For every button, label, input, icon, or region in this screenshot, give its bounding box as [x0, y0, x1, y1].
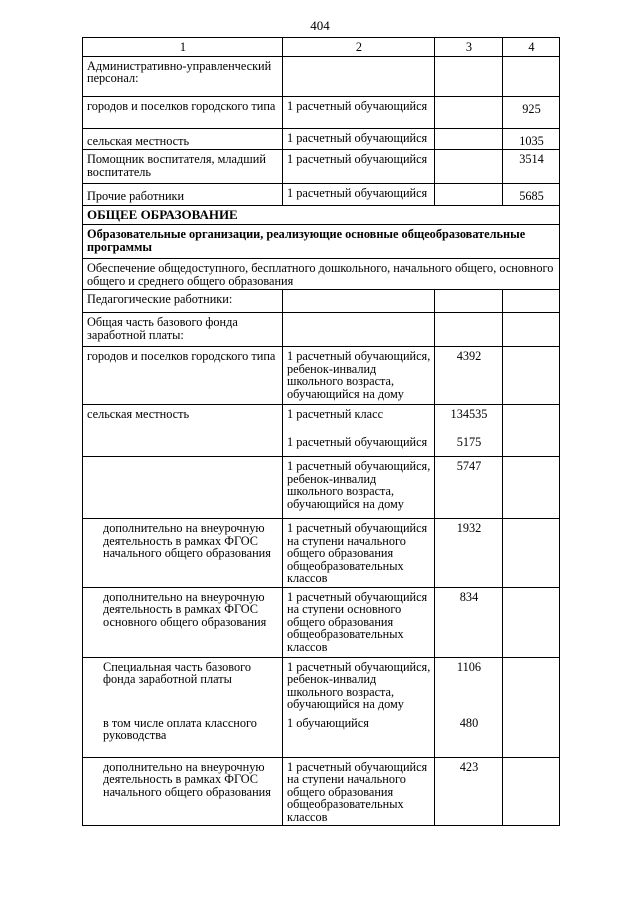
row-value-4 [503, 657, 560, 757]
section-subheading-row [83, 225, 560, 259]
row-unit-a: 1 расчетный обучающийся, ребенок-инвалид школьного возраста, обучающийся на дому [287, 659, 431, 711]
row-unit [283, 313, 435, 347]
row-value-4 [503, 405, 560, 457]
section-heading-row [83, 206, 560, 225]
page-number: 404 [310, 18, 330, 33]
row-value-3b: 5175 [456, 434, 482, 449]
row-label-b: в том числе оплата классного руководства [103, 715, 257, 742]
table-row [83, 405, 560, 457]
section-description: Обеспечение общедоступного, бесплатного дошкольного, начального общего, основного общего и среднего общего образования [83, 259, 560, 290]
row-label: Административно-управленческий персонал: [83, 56, 283, 96]
row-value-3 [435, 290, 503, 313]
row-value-4: 3514 [503, 150, 560, 184]
row-label: дополнительно на внеурочную деятельность в рамках ФГОС начального общего образования [83, 519, 283, 588]
row-value-3 [435, 405, 503, 457]
table-row [83, 757, 560, 826]
row-label: сельская местность [83, 405, 283, 457]
row-label-a: Специальная часть базового фонда заработной платы [103, 659, 252, 686]
row-value-3 [435, 313, 503, 347]
row-value-3 [435, 657, 503, 757]
row-value-3: 4392 [435, 347, 503, 405]
row-unit-b: 1 обучающийся [287, 715, 369, 730]
row-value-4 [503, 457, 560, 519]
row-value-4 [503, 757, 560, 826]
row-value-3 [435, 96, 503, 128]
section-description-row [83, 259, 560, 290]
table-row [83, 587, 560, 657]
row-label: Педагогические работники: [83, 290, 283, 313]
row-unit: 1 расчетный обучающийся, ребенок-инвалид школьного возраста, обучающийся на дому [283, 457, 435, 519]
row-unit [283, 405, 435, 457]
table-row [83, 519, 560, 588]
row-label: городов и поселков городского типа [83, 347, 283, 405]
row-value-3a: 134535 [450, 407, 488, 421]
table-row [83, 56, 560, 96]
row-value-3: 1932 [435, 519, 503, 588]
row-label [83, 657, 283, 757]
section-heading: ОБЩЕЕ ОБРАЗОВАНИЕ [83, 206, 560, 225]
row-unit: 1 расчетный обучающийся на ступени начального общего образования общеобразовательных классов [283, 519, 435, 588]
row-value-4 [503, 587, 560, 657]
row-value-3 [435, 150, 503, 184]
table-row [83, 290, 560, 313]
row-unit [283, 56, 435, 96]
row-value-3 [435, 128, 503, 150]
row-unit: 1 расчетный обучающийся [283, 184, 435, 206]
header-col-3: 3 [435, 38, 503, 57]
row-value-4: 1035 [503, 128, 560, 150]
row-value-4 [503, 347, 560, 405]
row-unit: 1 расчетный обучающийся, ребенок-инвалид школьного возраста, обучающийся на дому [283, 347, 435, 405]
table-row [83, 128, 560, 150]
row-label: Прочие работники [83, 184, 283, 206]
row-label: дополнительно на внеурочную деятельность в рамках ФГОС основного общего образования [83, 587, 283, 657]
row-value-3a: 1106 [456, 659, 482, 674]
table-row [83, 347, 560, 405]
table-row [83, 184, 560, 206]
row-label: сельская местность [83, 128, 283, 150]
row-label [83, 457, 283, 519]
row-label: дополнительно на внеурочную деятельность в рамках ФГОС начального общего образования [83, 757, 283, 826]
row-value-3 [435, 56, 503, 96]
row-label: Общая часть базового фонда заработной платы: [83, 313, 283, 347]
header-col-2: 2 [283, 38, 435, 57]
row-unit [283, 657, 435, 757]
row-unit: 1 расчетный обучающийся [283, 96, 435, 128]
header-col-4: 4 [503, 38, 560, 57]
row-unit-b: 1 расчетный обучающийся [287, 434, 428, 449]
row-value-4 [503, 313, 560, 347]
row-value-3b: 480 [459, 716, 479, 730]
row-unit: 1 расчетный обучающийся на ступени начального общего образования общеобразовательных классов [283, 757, 435, 826]
row-unit-a: 1 расчетный класс [287, 407, 384, 421]
row-label: городов и поселков городского типа [83, 96, 283, 128]
row-value-3 [435, 184, 503, 206]
table-row [83, 96, 560, 128]
row-value-3: 423 [435, 757, 503, 826]
header-col-1: 1 [83, 38, 283, 57]
row-value-4 [503, 56, 560, 96]
row-value-4: 5685 [503, 184, 560, 206]
table-row [83, 657, 560, 757]
row-value-4 [503, 290, 560, 313]
row-unit: 1 расчетный обучающийся [283, 150, 435, 184]
table-row [83, 150, 560, 184]
section-subheading: Образовательные организации, реализующие основные общеобразовательные программы [83, 225, 560, 259]
row-value-4 [503, 519, 560, 588]
table-header-row [83, 38, 560, 57]
row-label: Помощник воспитателя, младший воспитатель [83, 150, 283, 184]
row-unit [283, 290, 435, 313]
row-value-4: 925 [503, 96, 560, 128]
row-value-3: 5747 [435, 457, 503, 519]
allocation-table [82, 37, 560, 826]
row-value-3: 834 [435, 587, 503, 657]
row-unit: 1 расчетный обучающийся на ступени основного общего образования общеобразовательных классов [283, 587, 435, 657]
row-unit: 1 расчетный обучающийся [283, 128, 435, 150]
table-row [83, 313, 560, 347]
table-row [83, 457, 560, 519]
